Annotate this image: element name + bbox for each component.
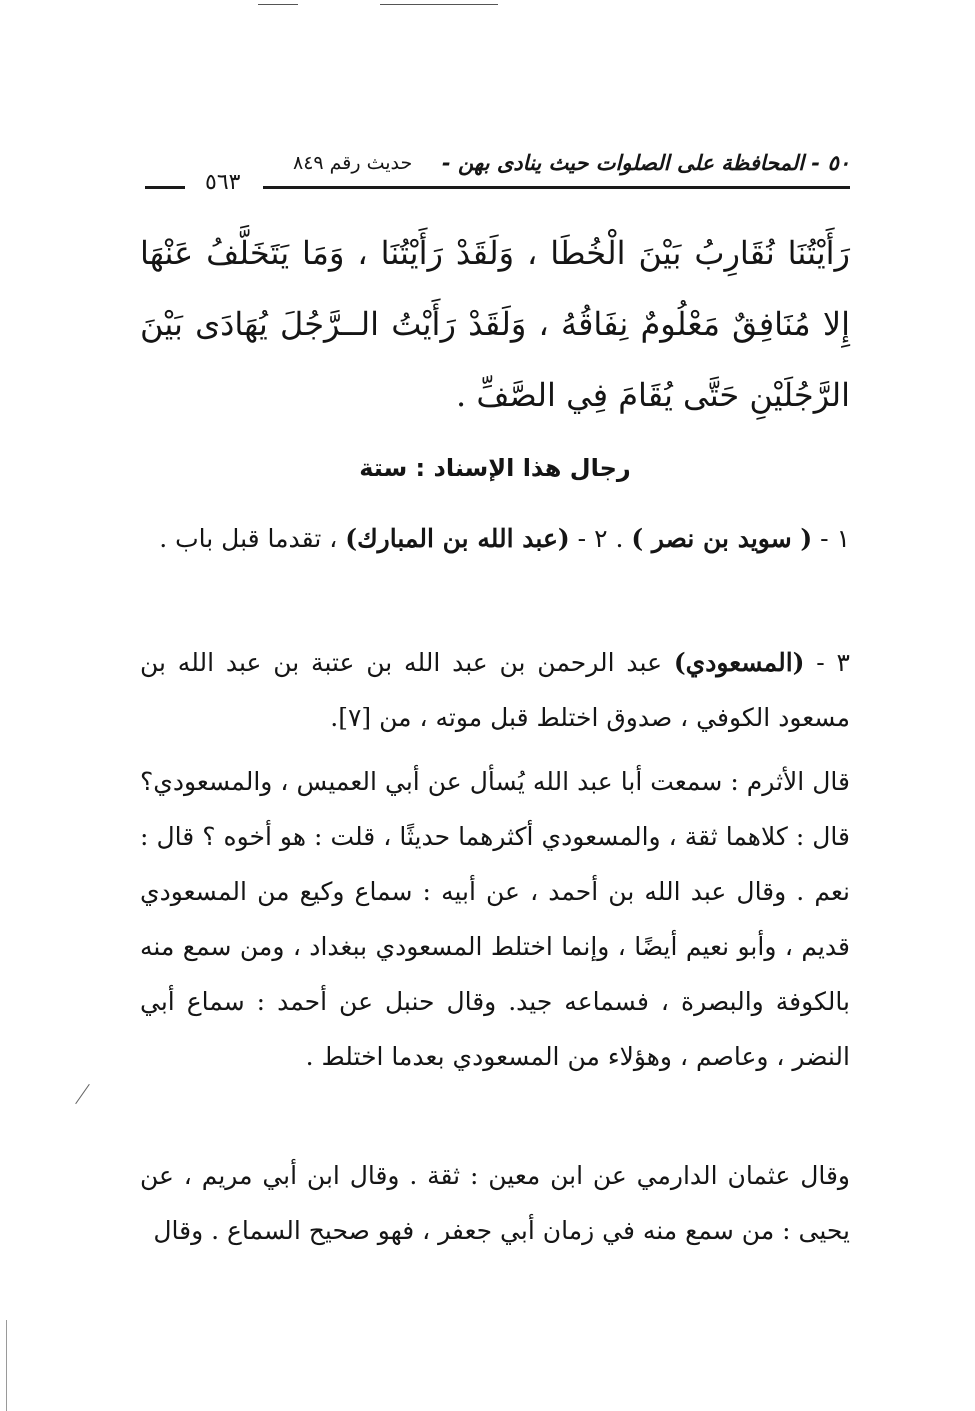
section-heading: رجال هذا الإسناد : ستة (359, 454, 631, 482)
narrator-paragraph (140, 511, 850, 566)
scan-artifact (258, 4, 298, 5)
item-index: . ٢ - (577, 524, 624, 553)
narrator-paragraph (140, 635, 850, 745)
hadith-reference: حديث رقم ٨٤٩ (293, 152, 413, 174)
page-number-dash (145, 186, 185, 189)
paragraph-text: ، تقدما قبل باب . (159, 524, 338, 553)
narrator-name: (المسعودي) (673, 648, 805, 677)
item-index: ١ - (820, 524, 850, 553)
item-index: ٣ - (816, 648, 850, 677)
narrator-name: (عبد الله بن المبارك) (345, 524, 570, 553)
narrator-name: ( سويد بن نصر ) (631, 524, 813, 553)
running-header (145, 146, 850, 196)
paragraph-text: عبد الرحمن بن عبد الله بن عتبة بن عبد الله بن مسعود الكوفي ، صدوق اختلط قبل موته ، من [٧]. (140, 648, 850, 732)
commentary-paragraph: وقال عثمان الدارمي عن ابن معين : ثقة . وقال ابن أبي مريم ، عن يحيى : من سمع منه في زمان أبي جعفر ، فهو صحيح السماع . وقال (140, 1161, 850, 1245)
scan-edge-line (6, 1320, 7, 1411)
scan-artifact (380, 4, 498, 5)
page-number: ٥٦٣ (205, 170, 241, 195)
stray-pen-mark (75, 1084, 90, 1104)
chapter-title: ٥٠ - المحافظة على الصلوات حيث ينادى بهن - (442, 151, 850, 175)
commentary-paragraph: قال الأثرم : سمعت أبا عبد الله يُسأل عن أبي العميس ، والمسعودي؟ قال : كلاهما ثقة ، والمسعودي أكثرهما حديثًا ، قلت : هو أخوه ؟ قال : نعم . وقال عبد الله بن أحمد ، عن أبيه : سماع وكيع من المسعودي قديم ، وأبو نعيم أيضًا ، وإنما اختلط المسعودي ببغداد ، ومن سمع منه بالكوفة والبصرة ، فسماعه جيد. وقال حنبل عن أحمد : سماع أبي النضر ، وعاصم ، وهؤلاء من المسعودي بعدما اختلط . (140, 767, 850, 1071)
header-rule (263, 186, 850, 189)
hadith-text: رَأَيْتُنَا نُقَارِبُ بَيْنَ الْخُطَا ، وَلَقَدْ رَأَيْتُنَا ، وَمَا يَتَخَلَّفُ عَنْهَا إِلا مُنَافِقٌ مَعْلُومٌ نِفَاقُهُ ، وَلَقَدْ رَأَيْتُ الــرَّجُلَ يُهَادَى بَيْنَ الرَّجُلَيْنِ حَتَّى يُقَامَ فِي الصَّفِّ . (140, 234, 850, 414)
